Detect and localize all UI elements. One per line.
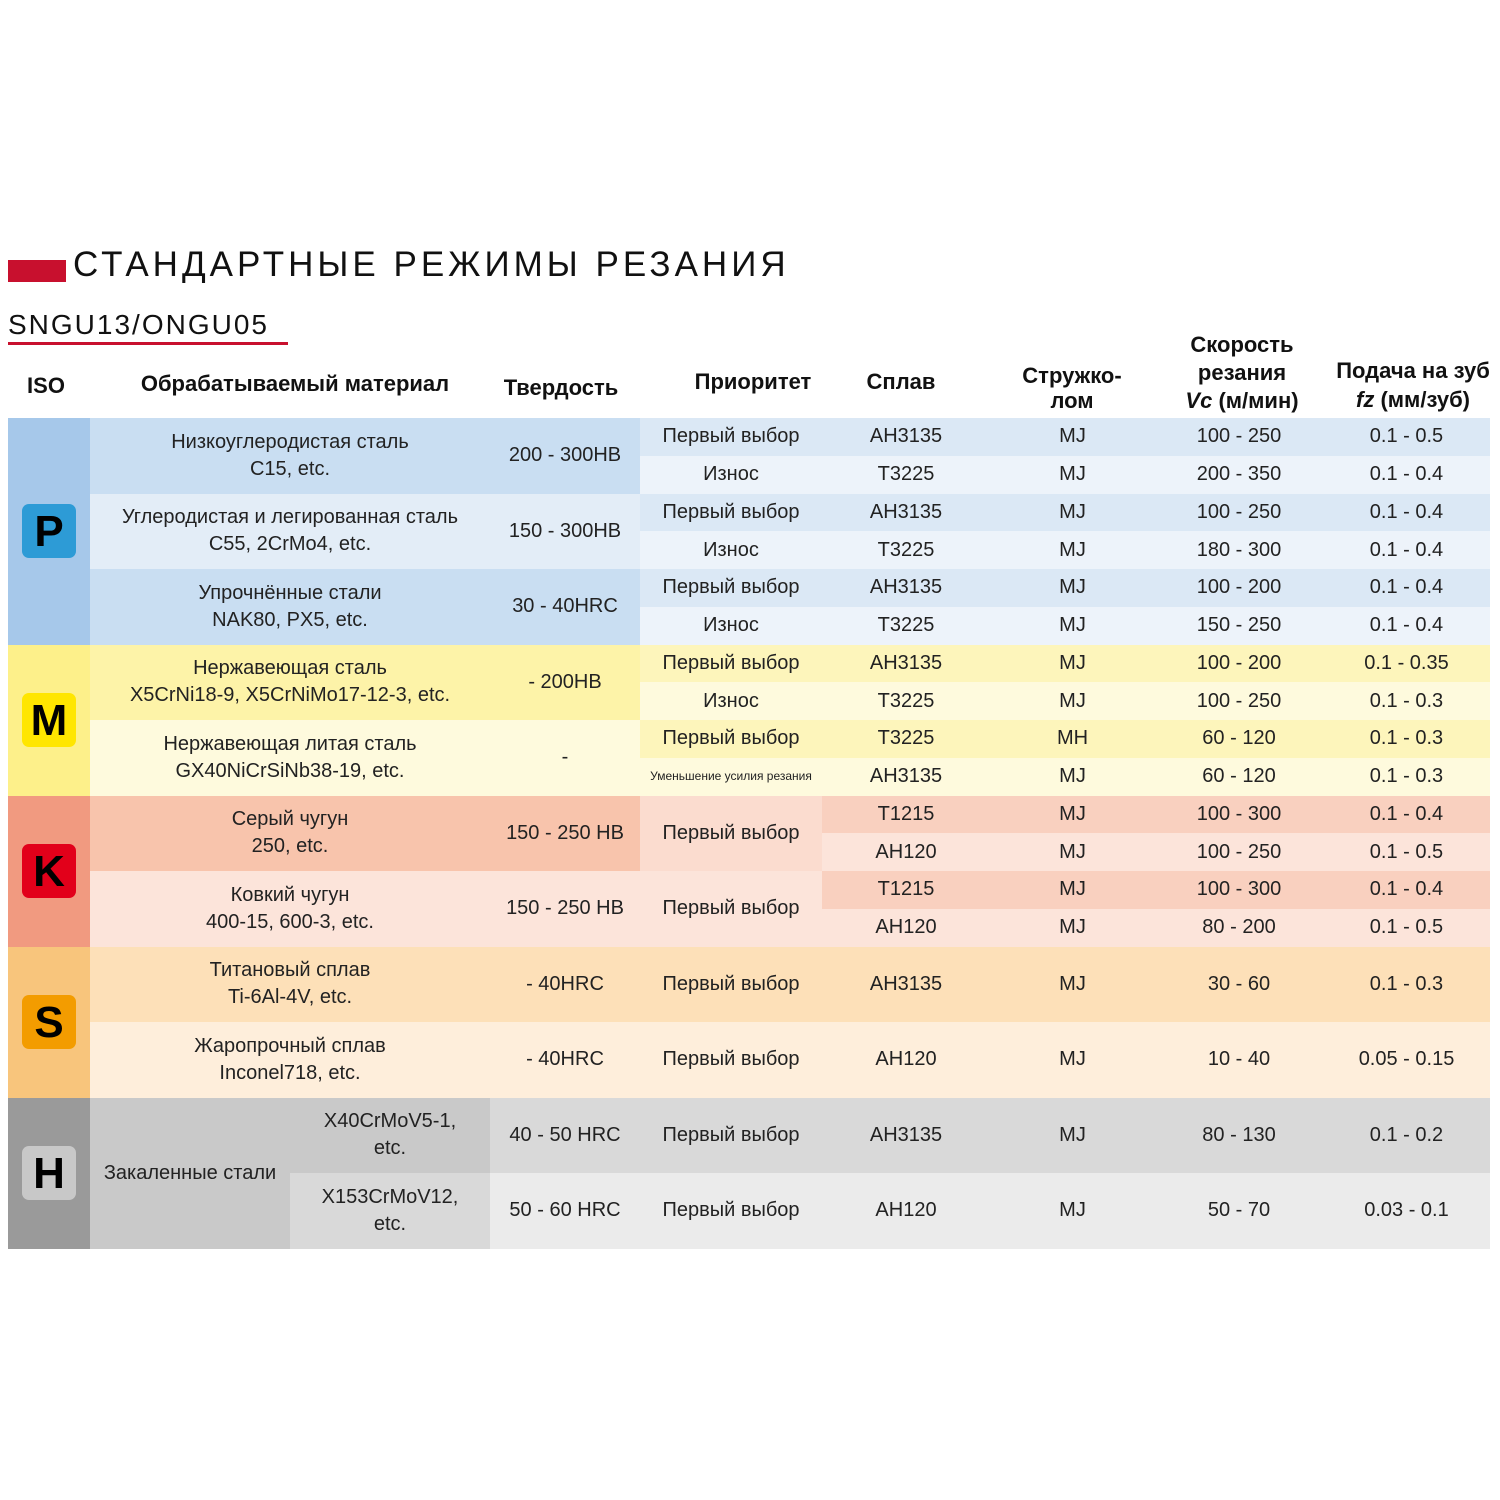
chipbreaker-cell: MJ: [990, 494, 1155, 532]
chipbreaker-cell: MJ: [1059, 765, 1086, 788]
speed-cell: 100 - 250: [1196, 840, 1282, 863]
title-accent-bar: [8, 260, 66, 282]
cutting-conditions-table: [8, 418, 1490, 1249]
header-material: Обрабатываемый материал: [140, 371, 450, 396]
alloy-cell: AH3135: [822, 569, 990, 607]
subtitle-underline: [8, 342, 288, 345]
feed-cell: 0.1 - 0.3: [1369, 972, 1444, 995]
feed-cell: 0.05 - 0.15: [1358, 1048, 1455, 1071]
table-row: [8, 1098, 1490, 1136]
chipbreaker-cell: MJ: [1059, 972, 1086, 995]
speed-cell: 200 - 350: [1196, 463, 1282, 486]
alloy-cell: T1215: [822, 871, 990, 909]
iso-group-s: [8, 947, 90, 1098]
table-row: [8, 418, 1490, 456]
speed-cell: 100 - 300: [1155, 871, 1323, 909]
hardness-cell: - 40HRC: [526, 1048, 604, 1071]
hardness-cell: 50 - 60 HRC: [490, 1173, 640, 1249]
priority-cell: Износ: [703, 538, 759, 561]
header-alloy: Сплав: [866, 369, 936, 394]
priority-cell: Первый выбор: [640, 569, 822, 607]
feed-cell: 0.1 - 0.5: [1369, 840, 1444, 863]
table-row: [8, 871, 1490, 909]
alloy-cell: AH3135: [822, 645, 990, 683]
hardness-cell: -: [490, 720, 640, 796]
table-row: [8, 494, 1490, 532]
priority-cell: Первый выбор: [640, 796, 822, 872]
header-speed: Скорость резания Vc (м/мин): [1185, 332, 1299, 413]
table-row: [8, 796, 1490, 834]
alloy-cell: AH3135: [822, 418, 990, 456]
material-cell: Серый чугун 250, etc.: [90, 796, 490, 872]
header-priority: Приоритет: [694, 369, 812, 394]
feed-cell: 0.1 - 0.4: [1323, 494, 1490, 532]
header-chipbreaker: Стружко- лом: [1022, 363, 1122, 413]
speed-cell: 100 - 200: [1155, 569, 1323, 607]
feed-cell: 0.1 - 0.3: [1369, 765, 1444, 788]
priority-cell: Первый выбор: [662, 972, 800, 995]
product-code: SNGU13/ONGU05: [8, 309, 269, 340]
priority-cell: Первый выбор: [640, 418, 822, 456]
alloy-cell: AH3135: [822, 1098, 990, 1174]
alloy-cell: T3225: [877, 538, 935, 561]
iso-group-p: [8, 418, 90, 645]
priority-cell: Первый выбор: [640, 720, 822, 758]
feed-cell: 0.1 - 0.4: [1369, 538, 1444, 561]
alloy-cell: AH3135: [869, 765, 943, 788]
priority-cell: Износ: [703, 689, 759, 712]
hardness-cell: 150 - 300HB: [490, 494, 640, 570]
iso-group-k: [8, 796, 90, 947]
priority-cell: Износ: [703, 614, 759, 637]
hardness-cell: - 200HB: [490, 645, 640, 721]
feed-cell: 0.1 - 0.5: [1369, 916, 1444, 939]
speed-cell: 100 - 200: [1155, 645, 1323, 683]
chipbreaker-cell: MJ: [1059, 1048, 1086, 1071]
speed-cell: 100 - 250: [1155, 494, 1323, 532]
iso-m-badge: M: [22, 693, 76, 747]
alloy-cell: AH120: [875, 916, 937, 939]
feed-cell: 0.03 - 0.1: [1323, 1173, 1490, 1249]
speed-cell: 80 - 130: [1155, 1098, 1323, 1174]
chipbreaker-cell: MJ: [990, 569, 1155, 607]
alloy-cell: T1215: [822, 796, 990, 834]
feed-cell: 0.1 - 0.4: [1323, 871, 1490, 909]
material-cell: Нержавеющая литая сталь GX40NiCrSiNb38-19, etc.: [90, 720, 490, 796]
chipbreaker-cell: MJ: [1059, 916, 1086, 939]
material-cell: Титановый сплав Ti-6Al-4V, etc.: [209, 959, 371, 1009]
alloy-cell: T3225: [822, 720, 990, 758]
header-iso: ISO: [27, 373, 65, 398]
feed-cell: 0.1 - 0.4: [1323, 796, 1490, 834]
hardness-cell: 30 - 40HRC: [490, 569, 640, 645]
header-hardness: Твердость: [503, 375, 619, 400]
material-cell: Закаленные стали: [90, 1098, 290, 1249]
priority-cell: Первый выбор: [662, 1048, 800, 1071]
speed-cell: 60 - 120: [1202, 765, 1276, 788]
material-grade-cell: X153CrMoV12, etc.: [290, 1173, 490, 1249]
feed-cell: 0.1 - 0.3: [1369, 689, 1444, 712]
chipbreaker-cell: MJ: [990, 418, 1155, 456]
material-cell: Упрочнённые стали NAK80, PX5, etc.: [90, 569, 490, 645]
alloy-cell: AH3135: [869, 972, 943, 995]
table-row: [8, 947, 1490, 985]
feed-cell: 0.1 - 0.35: [1323, 645, 1490, 683]
chipbreaker-cell: MJ: [990, 796, 1155, 834]
priority-cell: Первый выбор: [640, 645, 822, 683]
hardness-cell: 40 - 50 HRC: [490, 1098, 640, 1174]
speed-cell: 80 - 200: [1202, 916, 1276, 939]
page-title: СТАНДАРТНЫЕ РЕЖИМЫ РЕЗАНИЯ: [73, 245, 790, 284]
speed-cell: 100 - 250: [1155, 418, 1323, 456]
chipbreaker-cell: MH: [990, 720, 1155, 758]
alloy-cell: T3225: [877, 689, 935, 712]
speed-cell: 180 - 300: [1196, 538, 1282, 561]
table-row: [8, 1022, 1490, 1060]
alloy-cell: AH3135: [822, 494, 990, 532]
alloy-cell: T3225: [877, 463, 935, 486]
chipbreaker-cell: MJ: [990, 1098, 1155, 1174]
chipbreaker-cell: MJ: [990, 1173, 1155, 1249]
alloy-cell: T3225: [877, 614, 935, 637]
speed-cell: 150 - 250: [1196, 614, 1282, 637]
alloy-cell: AH120: [822, 1173, 990, 1249]
material-grade-cell: X40CrMoV5-1, etc.: [290, 1098, 490, 1174]
chipbreaker-cell: MJ: [1059, 463, 1086, 486]
iso-group-h: [8, 1098, 90, 1249]
chipbreaker-cell: MJ: [1059, 538, 1086, 561]
hardness-cell: 200 - 300HB: [490, 418, 640, 494]
material-cell: Углеродистая и легированная сталь C55, 2CrMo4, etc.: [90, 494, 490, 570]
feed-cell: 0.1 - 0.5: [1323, 418, 1490, 456]
alloy-cell: AH120: [875, 1048, 937, 1071]
iso-group-m: [8, 645, 90, 796]
speed-cell: 60 - 120: [1155, 720, 1323, 758]
speed-cell: 10 - 40: [1207, 1048, 1271, 1071]
material-cell: Ковкий чугун 400-15, 600-3, etc.: [90, 871, 490, 947]
feed-cell: 0.1 - 0.3: [1323, 720, 1490, 758]
feed-cell: 0.1 - 0.4: [1369, 614, 1444, 637]
feed-cell: 0.1 - 0.4: [1369, 463, 1444, 486]
speed-cell: 100 - 300: [1155, 796, 1323, 834]
table-row: [8, 720, 1490, 758]
speed-cell: 30 - 60: [1207, 972, 1271, 995]
header-feed: Подача на зуб fz (мм/зуб): [1336, 358, 1490, 412]
hardness-cell: 150 - 250 HB: [490, 871, 640, 947]
material-cell: Жаропрочный сплав Inconel718, etc.: [194, 1034, 386, 1084]
hardness-cell: - 40HRC: [526, 972, 604, 995]
material-cell: Низкоуглеродистая сталь C15, etc.: [90, 418, 490, 494]
feed-cell: 0.1 - 0.4: [1323, 569, 1490, 607]
chipbreaker-cell: MJ: [990, 645, 1155, 683]
iso-p-badge: P: [22, 504, 76, 558]
chipbreaker-cell: MJ: [1059, 840, 1086, 863]
speed-cell: 50 - 70: [1155, 1173, 1323, 1249]
iso-h-badge: H: [22, 1146, 76, 1200]
iso-k-badge: K: [22, 844, 76, 898]
speed-cell: 100 - 250: [1196, 689, 1282, 712]
feed-cell: 0.1 - 0.2: [1323, 1098, 1490, 1174]
priority-cell: Первый выбор: [640, 871, 822, 947]
chipbreaker-cell: MJ: [1059, 614, 1086, 637]
material-cell: Нержавеющая сталь X5CrNi18-9, X5CrNiMo17-12-3, etc.: [90, 645, 490, 721]
iso-s-badge: S: [22, 995, 76, 1049]
priority-cell: Первый выбор: [640, 1173, 822, 1249]
table-row: [8, 569, 1490, 607]
alloy-cell: AH120: [875, 840, 937, 863]
chipbreaker-cell: MJ: [990, 871, 1155, 909]
priority-cell: Уменьшение усилия резания: [650, 769, 812, 784]
priority-cell: Первый выбор: [640, 494, 822, 532]
chipbreaker-cell: MJ: [1059, 689, 1086, 712]
hardness-cell: 150 - 250 HB: [490, 796, 640, 872]
priority-cell: Первый выбор: [640, 1098, 822, 1174]
table-row: [8, 645, 1490, 683]
priority-cell: Износ: [703, 463, 759, 486]
